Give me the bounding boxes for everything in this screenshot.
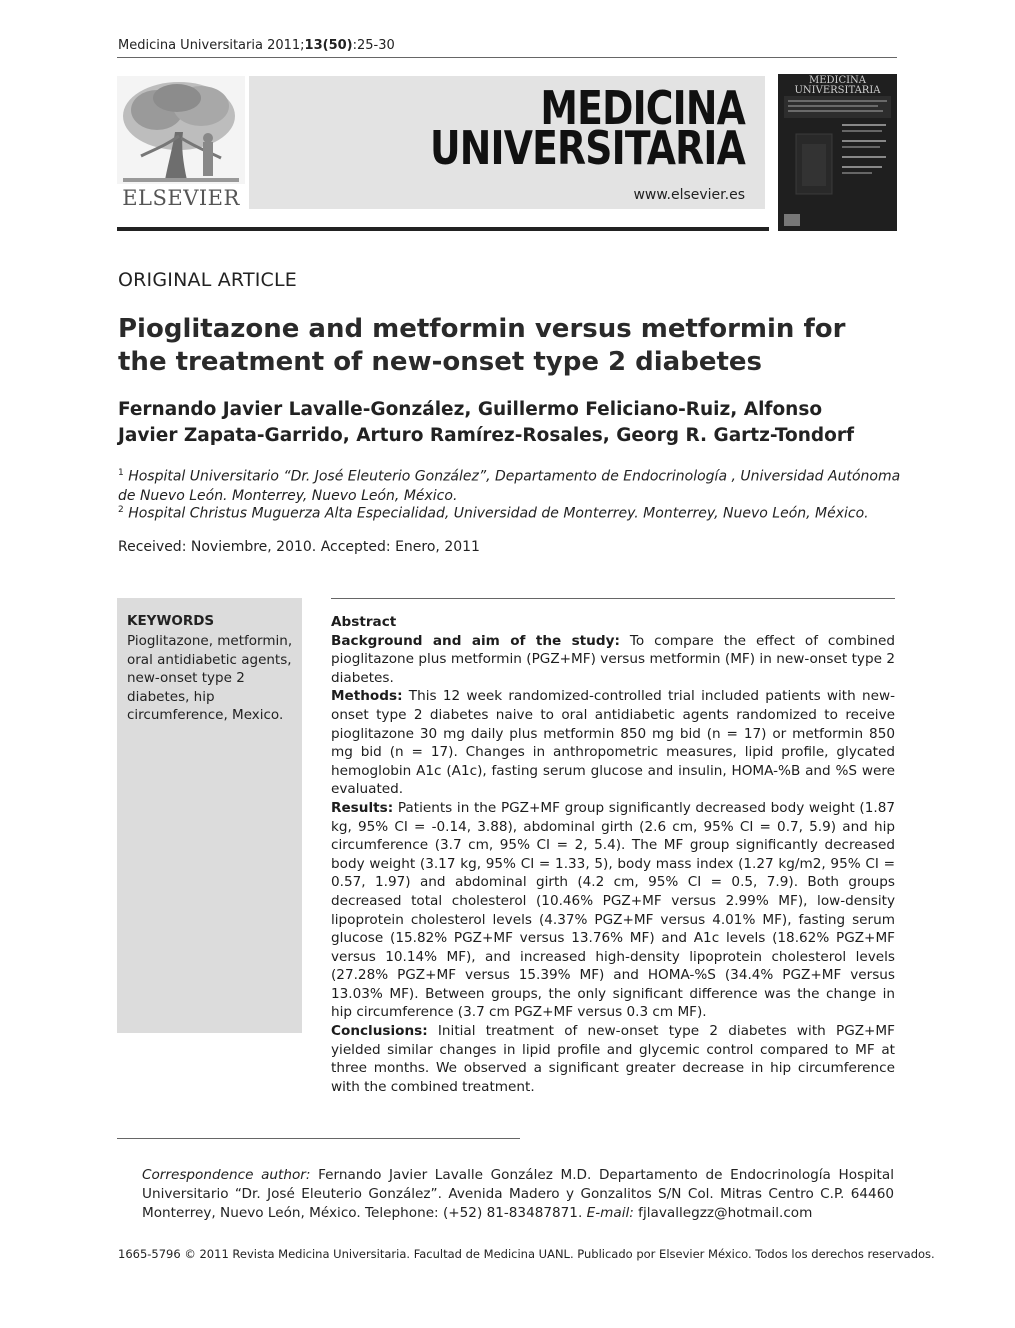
elsevier-wordmark: ELSEVIER bbox=[122, 186, 240, 210]
correspondence-label: Correspondence author: bbox=[142, 1167, 311, 1183]
methods-label: Methods: bbox=[331, 688, 403, 705]
affiliation-2 bbox=[118, 501, 908, 524]
affiliation-1 bbox=[118, 464, 908, 506]
abstract-rule bbox=[331, 598, 895, 599]
received-dates: Received: Noviembre, 2010. Accepted: Enero, 2011 bbox=[118, 539, 480, 555]
author-list: Fernando Javier Lavalle-González, Guillermo Feliciano-Ruiz, Alfonso Javier Zapata-Garrido, Arturo Ramírez-Rosales, Georg R. Gartz-Tondorf bbox=[118, 399, 855, 446]
keywords-text: Pioglitazone, metformin, oral antidiabetic agents, new-onset type 2 diabetes, hip circumference, Mexico. bbox=[127, 633, 293, 724]
header-rule bbox=[117, 57, 897, 58]
journal-banner-title bbox=[338, 81, 745, 175]
elsevier-logo bbox=[117, 76, 245, 212]
results-text: Patients in the PGZ+MF group significantly decreased body weight (1.87 kg, 95% CI = -0.14, 3.88), abdominal girth (2.6 cm, 95% CI = 0.7, 5.9) and hip circumference (3.7 cm, 95% CI = 2, 5.4). The MF group significantly decreased body weight (3.17 kg, 95% CI = 1.33, 5), body mass index (1.27 kg/m2, 95% CI = 0.57, 1.97) and abdominal girth (4.2 cm, 95% CI = 0.5, 7.9). Both groups decreased total cholesterol (10.46% PGZ+MF versus 2.99% MF), low-density lipoprotein cholesterol levels (4.37% PGZ+MF versus 4.01% MF), fasting serum glucose (15.82% PGZ+MF versus 13.76% MF) and A1c levels (18.62% PGZ+MF versus 10.14% MF), and increased high-density lipoprotein cholesterol levels (27.28% PGZ+MF versus 15.39% MF) and HOMA-%S (34.4% PGZ+MF versus 13.03% MF). Between groups, the only significant difference was the change in hip circumference (3.7 cm PGZ+MF versus 0.3 cm MF). bbox=[331, 799, 895, 1021]
copyright-line: 1665-5796 © 2011 Revista Medicina Universitaria. Facultad de Medicina UANL. Publicado por Elsevier México. Todos los derechos reservados. bbox=[118, 1247, 935, 1261]
article-title: Pioglitazone and metformin versus metformin for the treatment of new-onset type 2 diabetes bbox=[118, 314, 846, 377]
methods-text: This 12 week randomized-controlled trial included patients with new-onset type 2 diabetes naive to oral antidiabetic agents randomized to receive pioglitazone 30 mg daily plus metformin 850 mg bid (n = 17) or metformin 850 mg bid (n = 17). Changes in anthropometric measures, lipid profile, glycated hemoglobin A1c (A1c), fasting serum glucose and insulin, HOMA-%B and %S were evaluated. bbox=[331, 688, 896, 798]
background-label: Background and aim of the study: bbox=[331, 632, 620, 649]
abstract-background bbox=[331, 632, 895, 688]
email-label: E-mail: bbox=[586, 1205, 634, 1221]
affiliation-2-number: 2 bbox=[118, 505, 124, 515]
running-head-volume: 13(50) bbox=[304, 38, 353, 53]
affiliation-1-number: 1 bbox=[118, 468, 124, 478]
footnote-rule bbox=[117, 1138, 520, 1139]
results-label: Results: bbox=[331, 799, 394, 816]
abstract bbox=[331, 613, 895, 1096]
background-text: To compare the effect of combined pioglitazone plus metformin (PGZ+MF) versus metformin (MF) in new-onset type 2 diabetes. bbox=[331, 632, 895, 686]
keywords-heading: KEYWORDS bbox=[127, 613, 215, 629]
cover-title-line2: UNIVERSITARIA bbox=[794, 85, 881, 96]
cover-artwork bbox=[778, 74, 897, 231]
email-link[interactable]: fjlavallegzz@hotmail.com bbox=[638, 1205, 813, 1221]
conclusions-label: Conclusions: bbox=[331, 1023, 428, 1040]
journal-cover-thumbnail bbox=[778, 74, 897, 231]
running-head-pages: :25-30 bbox=[352, 38, 395, 53]
affiliation-1-text: Hospital Universitario “Dr. José Eleuterio González”, Departamento de Endocrinología , Universidad Autónoma de Nuevo León. Monterrey, Nuevo León, México. bbox=[118, 468, 901, 504]
abstract-methods bbox=[331, 687, 895, 799]
abstract-conclusions bbox=[331, 1022, 895, 1096]
running-head-journal: Medicina Universitaria 2011; bbox=[118, 38, 305, 53]
affiliation-2-text: Hospital Christus Muguerza Alta Especialidad, Universidad de Monterrey. Monterrey, Nuevo León, México. bbox=[128, 505, 869, 522]
abstract-heading: Abstract bbox=[331, 614, 397, 630]
journal-title-line1: MEDICINA bbox=[540, 81, 745, 135]
cover-title-line1: MEDICINA bbox=[808, 75, 867, 86]
abstract-results bbox=[331, 799, 895, 1022]
keywords-box bbox=[117, 598, 302, 1033]
section-label: ORIGINAL ARTICLE bbox=[118, 269, 298, 291]
correspondence-text: Fernando Javier Lavalle González M.D. Departamento de Endocrinología Hospital Universitario “Dr. José Eleuterio González”. Avenida Madero y Gonzalitos S/N Col. Mitras Centro C.P. 64460 Monterrey, Nuevo León, México. Telephone: (+52) 81-83487871. bbox=[142, 1167, 894, 1221]
running-head bbox=[118, 38, 395, 53]
banner-rule bbox=[117, 227, 769, 231]
journal-banner bbox=[249, 76, 765, 209]
journal-url[interactable]: www.elsevier.es bbox=[633, 187, 745, 203]
conclusions-text: Initial treatment of new-onset type 2 diabetes with PGZ+MF yielded similar changes in lipid profile and glycemic control compared to MF at three months. We observed a significant greater decrease in hip circumference with the combined treatment. bbox=[331, 1023, 895, 1095]
correspondence bbox=[142, 1166, 894, 1223]
journal-title-line2: UNIVERSITARIA bbox=[429, 121, 745, 175]
